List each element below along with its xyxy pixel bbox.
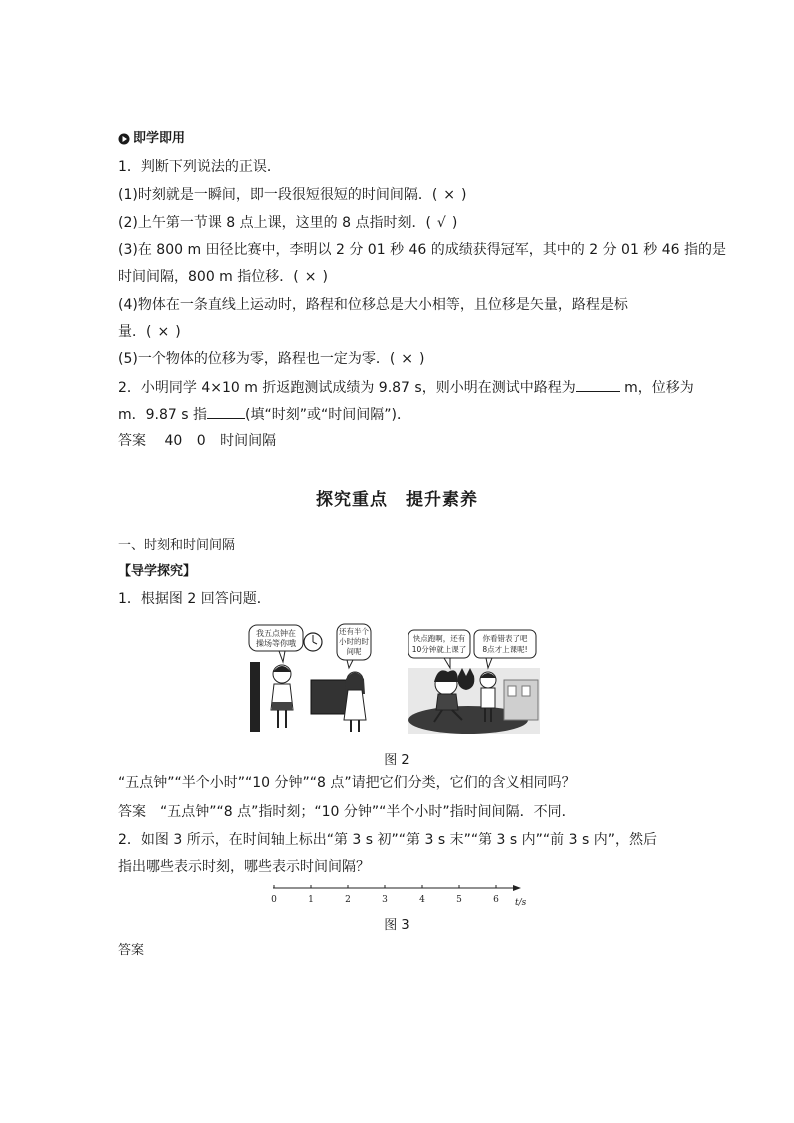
axis-label: t/s	[515, 898, 527, 908]
answer-blank[interactable]	[207, 404, 245, 419]
judge-item-cont: 量．( × )	[118, 324, 181, 340]
axis-tick-label: 4	[419, 895, 425, 905]
bubble-text: 还有半个	[339, 627, 369, 636]
cross-mark: ×	[304, 269, 317, 285]
bubble-text: 10分钟就上课了	[411, 645, 467, 654]
judge-item: (2)上午第一节课 8 点上课，这里的 8 点指时刻．( √ )	[118, 215, 458, 231]
bubble-text: 间呢	[346, 647, 362, 656]
question-3-prompt: 1．根据图 2 回答问题．	[118, 591, 271, 607]
answer-1: 答案 40 0 时间间隔	[118, 433, 277, 449]
bubble-text: 小时的时	[339, 637, 369, 646]
question-2: 2．小明同学 4×10 m 折返跑测试成绩为 9.87 s，则小明在测试中路程为 m，位移为	[118, 377, 694, 398]
cartoon-right	[408, 628, 540, 734]
section-head	[118, 129, 185, 149]
question-1-prompt: 1．判断下列说法的正误．	[118, 159, 281, 175]
play-circle-icon	[118, 133, 130, 145]
axis-arrow-icon	[513, 885, 521, 891]
judge-item: (1)时刻就是一瞬间，即一段很短很短的时间间隔．( × )	[118, 187, 467, 203]
judge-item: (5)一个物体的位移为零，路程也一定为零．( × )	[118, 351, 425, 367]
judge-item: (4)物体在一条直线上运动时，路程和位移总是大小相等，且位移是矢量，路程是标	[118, 297, 628, 313]
answer-2: 答案 “五点钟”“8 点”指时刻；“10 分钟”“半个小时”指时间间隔．不同．	[118, 804, 576, 820]
answer-label: 答案	[118, 433, 146, 449]
subsection-title: 一、时刻和时间间隔	[118, 538, 236, 553]
answer-3-label: 答案	[118, 943, 145, 958]
question-3-text: “五点钟”“半个小时”“10 分钟”“8 点”请把它们分类，它们的含义相同吗？	[118, 775, 576, 791]
cross-mark: ×	[443, 187, 456, 203]
bubble-text: 8点才上课呢!	[482, 645, 528, 654]
guide-label: 【导学探究】	[118, 564, 197, 579]
judge-item-cont: 时间间隔，800 m 指位移．( × )	[118, 269, 328, 285]
question-4-line-2: 指出哪些表示时刻，哪些表示时间间隔？	[118, 859, 370, 875]
time-axis	[265, 880, 530, 908]
judge-item: (3)在 800 m 田径比赛中，李明以 2 分 01 秒 46 的成绩获得冠军，其中的 2 分 01 秒 46 指的是	[118, 242, 727, 258]
bubble-text: 你看错表了吧	[482, 634, 528, 643]
axis-tick-label: 0	[271, 895, 277, 905]
section-head-label: 即学即用	[133, 131, 186, 146]
axis-tick-label: 2	[345, 895, 351, 905]
question-4-line-1: 2．如图 3 所示，在时间轴上标出“第 3 s 初”“第 3 s 末”“第 3 s 内”“前 3 s 内”，然后	[118, 832, 657, 848]
cross-mark: ×	[157, 324, 170, 340]
check-mark: √	[436, 215, 446, 231]
figure-2-caption: 图 2	[384, 753, 410, 768]
answer-blank[interactable]	[576, 377, 620, 392]
question-2-cont: m．9.87 s 指 (填“时刻”或“时间间隔”)．	[118, 404, 411, 425]
axis-tick-label: 1	[308, 895, 314, 905]
figure-3-caption: 图 3	[384, 918, 410, 933]
bubble-text: 操场等你哦	[256, 639, 296, 648]
bubble-text: 我五点钟在	[256, 629, 296, 638]
cross-mark: ×	[401, 351, 414, 367]
axis-tick-label: 5	[456, 895, 462, 905]
bubble-text: 快点跑啊，还有	[412, 634, 466, 643]
main-title: 探究重点 提升素养	[316, 490, 478, 510]
answer-label: 答案	[118, 804, 146, 820]
axis-tick-label: 3	[382, 895, 388, 905]
cartoon-left	[247, 622, 372, 734]
axis-tick-label: 6	[493, 895, 499, 905]
